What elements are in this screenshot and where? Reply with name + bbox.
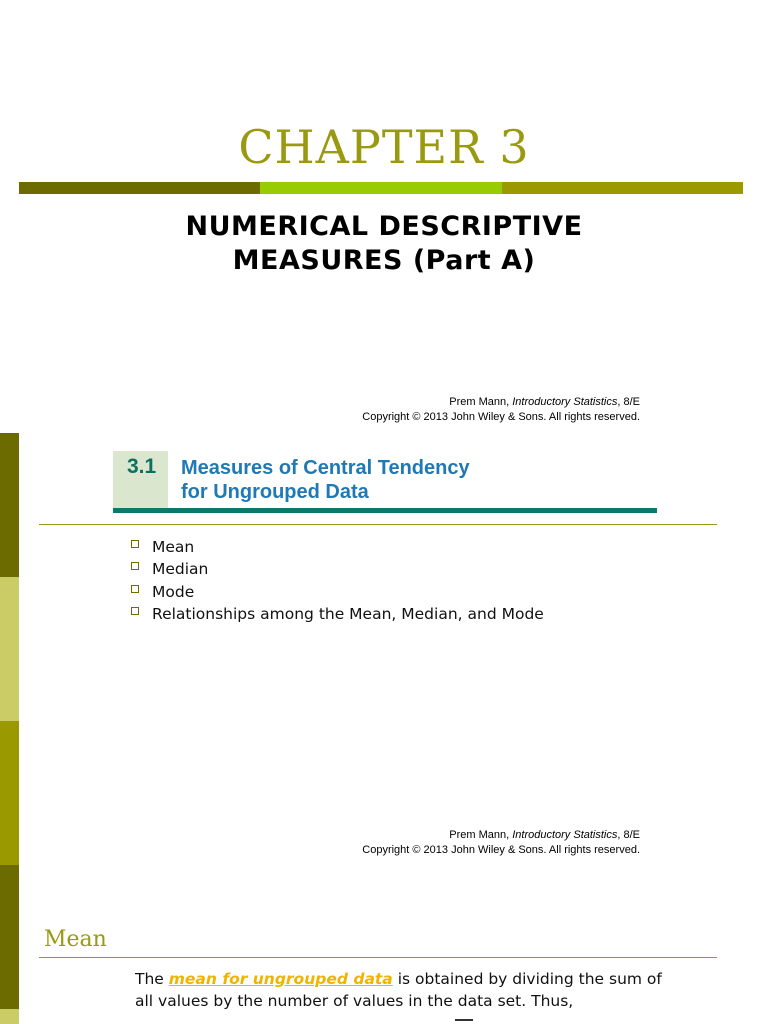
definition-text-start: The bbox=[135, 970, 169, 988]
list-item bbox=[131, 536, 544, 558]
list-item bbox=[131, 603, 544, 625]
list-item bbox=[131, 581, 544, 603]
list-item bbox=[131, 558, 544, 580]
chapter-title: CHAPTER 3 bbox=[238, 120, 530, 174]
copyright-edition: , 8/E bbox=[617, 829, 640, 841]
section-number: 3.1 bbox=[127, 455, 157, 478]
left-strip-segment bbox=[0, 1009, 19, 1024]
section-title-line-2: for Ungrouped Data bbox=[181, 481, 369, 503]
list-item-text: Relationships among the Mean, Median, and Mode bbox=[152, 604, 544, 623]
copyright-book-line bbox=[362, 828, 640, 843]
left-strip-segment bbox=[0, 865, 19, 1009]
square-bullet-icon bbox=[131, 562, 139, 570]
mean-term-link[interactable]: mean for ungrouped data bbox=[168, 970, 393, 988]
copyright-book-line bbox=[362, 395, 640, 410]
square-bullet-icon bbox=[131, 607, 139, 615]
divider-rule bbox=[39, 524, 717, 525]
section-underline bbox=[113, 508, 657, 513]
copyright-book: Introductory Statistics bbox=[512, 829, 618, 841]
subtitle-line-2: MEASURES (Part A) bbox=[232, 245, 536, 276]
list-item-text: Mean bbox=[152, 538, 195, 556]
topic-list bbox=[131, 536, 544, 625]
mean-heading: Mean bbox=[44, 927, 107, 952]
copyright-notice-2 bbox=[362, 828, 640, 857]
divider-rule bbox=[39, 957, 717, 958]
formula-bar-icon bbox=[455, 1019, 473, 1021]
title-color-bar bbox=[19, 182, 743, 194]
section-title bbox=[181, 456, 470, 504]
copyright-author: Prem Mann, bbox=[449, 396, 513, 408]
section-title-line-1: Measures of Central Tendency bbox=[181, 457, 470, 479]
copyright-book: Introductory Statistics bbox=[512, 396, 618, 408]
title-bar-segment-dark bbox=[19, 182, 260, 194]
left-strip-segment bbox=[0, 721, 19, 865]
title-bar-segment-green bbox=[260, 182, 501, 194]
copyright-author: Prem Mann, bbox=[449, 829, 513, 841]
square-bullet-icon bbox=[131, 585, 139, 593]
list-item-text: Median bbox=[152, 560, 209, 579]
copyright-notice-1 bbox=[362, 395, 640, 424]
subtitle-line-1: NUMERICAL DESCRIPTIVE bbox=[185, 211, 583, 242]
slide-subtitle bbox=[0, 210, 768, 278]
definition-text-end: is obtained by dividing the sum of all values by the number of values in the data set. Thus, bbox=[135, 970, 662, 1010]
copyright-rights-line: Copyright © 2013 John Wiley & Sons. All rights reserved. bbox=[362, 410, 640, 423]
square-bullet-icon bbox=[131, 540, 139, 548]
left-strip-segment bbox=[0, 577, 19, 721]
copyright-edition: , 8/E bbox=[617, 396, 640, 408]
list-item-text: Mode bbox=[152, 582, 195, 601]
left-strip-segment bbox=[0, 433, 19, 577]
copyright-rights-line: Copyright © 2013 John Wiley & Sons. All rights reserved. bbox=[362, 843, 640, 856]
title-bar-segment-olive bbox=[502, 182, 743, 194]
mean-definition bbox=[135, 969, 675, 1012]
